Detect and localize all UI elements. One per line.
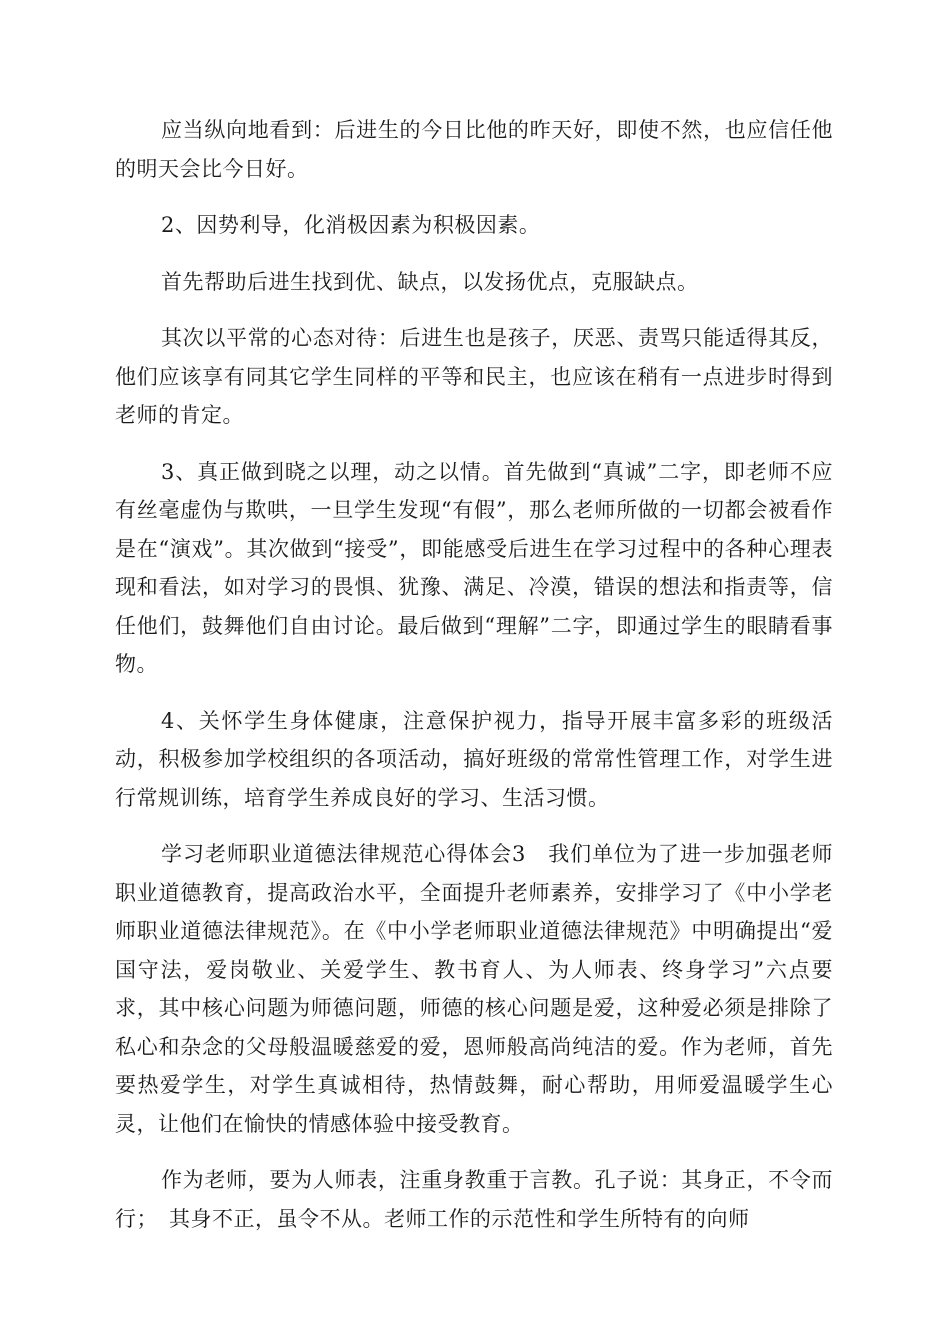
paragraph-7: 学习老师职业道德法律规范心得体会3 我们单位为了进一步加强老师职业道德教育，提高政治水平，全面提升老师素养，安排学习了《中小学老师职业道德法律规范》。在《中小学老师职业道德法律规范》中明确提出“爱国守法，爱岗敬业、关爱学生、教书育人、为人师表、终身学习”六点要求，其中核心问题为师德问题，师德的核心问题是爱，这种爱必须是排除了私心和杂念的父母般温暖慈爱的爱，恩师般高尚纯洁的爱。作为老师，首先要热爱学生，对学生真诚相待，热情鼓舞，耐心帮助，用师爱温暖学生心灵，让他们在愉快的情感体验中接受教育。 [115,842,833,1136]
paragraph-5: 3、真正做到晓之以理，动之以情。首先做到“真诚”二字，即老师不应有丝毫虚伪与欺哄，一旦学生发现“有假”，那么老师所做的一切都会被看作是在“演戏”。其次做到“接受”，即能感受后进生在学习过程中的各种心理表现和看法，如对学习的畏惧、犹豫、满足、冷漠，错误的想法和指责等，信任他们，鼓舞他们自由讨论。最后做到“理解”二字，即通过学生的眼睛看事物。 [115,459,833,676]
paragraph-6: 4、关怀学生身体健康，注意保护视力，指导开展丰富多彩的班级活动，积极参加学校组织的各项活动，搞好班级的常常性管理工作，对学生进行常规训练，培育学生养成良好的学习、生活习惯。 [115,708,833,810]
paragraph-4: 其次以平常的心态对待：后进生也是孩子，厌恶、责骂只能适得其反，他们应该享有同其它学生同样的平等和民主，也应该在稍有一点进步时得到老师的肯定。 [115,326,833,427]
paragraph-8: 作为老师，要为人师表，注重身教重于言教。孔子说：其身正，不令而行； 其身不正，虽令不从。老师工作的示范性和学生所特有的向师 [115,1168,833,1231]
paragraph-1: 应当纵向地看到：后进生的今日比他的昨天好，即使不然，也应信任他的明天会比今日好。 [115,118,833,181]
paragraph-2: 2、因势利导，化消极因素为积极因素。 [161,213,541,237]
paragraph-3: 首先帮助后进生找到优、缺点，以发扬优点，克服缺点。 [161,269,699,294]
document-page [115,111,833,1256]
